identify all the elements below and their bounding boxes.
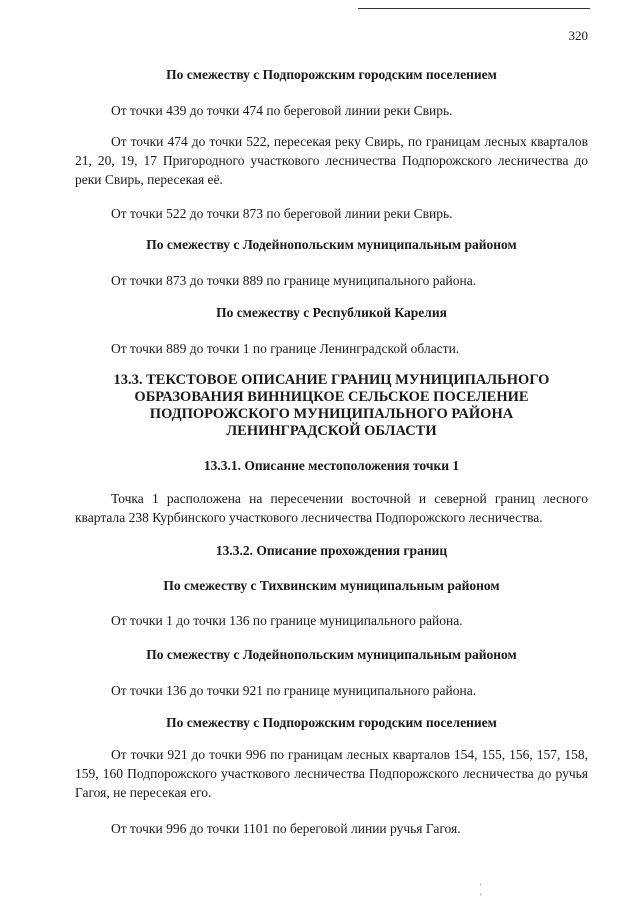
top-rule (358, 8, 590, 9)
section-heading: По смежеству с Лодейнопольским муниципальным районом (146, 237, 517, 252)
subsection-heading: 13.3.1. Описание местоположения точки 1 (203, 458, 460, 473)
scan-marks: ' ' (480, 882, 542, 902)
paragraph: Точка 1 расположена на пересечении восточной и северной границ лесного квартала 238 Курбинского участкового лесничества Подпорожского лесничества. (75, 491, 588, 525)
chapter-heading (75, 372, 588, 440)
section-heading: По смежеству с Республикой Карелия (216, 305, 447, 320)
paragraph: От точки 136 до точки 921 по границе муниципального района. (111, 683, 477, 698)
paragraph: От точки 439 до точки 474 по береговой линии реки Свирь. (111, 103, 453, 118)
section-heading: По смежеству с Лодейнопольским муниципальным районом (146, 647, 517, 662)
paragraph: От точки 522 до точки 873 по береговой линии реки Свирь. (111, 206, 453, 221)
chapter-heading-line: ОБРАЗОВАНИЯ ВИННИЦКОЕ СЕЛЬСКОЕ ПОСЕЛЕНИЕ (134, 389, 529, 405)
paragraph: От точки 889 до точки 1 по границе Ленинградской области. (111, 341, 460, 356)
section-heading: По смежеству с Подпорожским городским поселением (166, 67, 497, 82)
chapter-heading-line: ПОДПОРОЖСКОГО МУНИЦИПАЛЬНОГО РАЙОНА (149, 406, 514, 422)
section-heading: По смежеству с Тихвинским муниципальным районом (163, 578, 500, 593)
paragraph: От точки 996 до точки 1101 по береговой линии ручья Гагоя. (111, 821, 461, 836)
paragraph: От точки 474 до точки 522, пересекая реку Свирь, по границам лесных кварталов 21, 20, 19, 17 Пригородного участкового лесничества Подпорожского лесничества до реки Свирь, пересекая её. (75, 134, 588, 187)
subsection-heading: 13.3.2. Описание прохождения границ (215, 543, 448, 558)
paragraph: От точки 1 до точки 136 по границе муниципального района. (111, 613, 463, 628)
chapter-heading-line: 13.3. ТЕКСТОВОЕ ОПИСАНИЕ ГРАНИЦ МУНИЦИПАЛЬНОГО (113, 372, 550, 388)
paragraph: От точки 921 до точки 996 по границам лесных кварталов 154, 155, 156, 157, 158, 159, 160 Подпорожского участкового лесничества Подпорожского лесничества до ручья Гагоя, не пересекая его. (75, 747, 588, 800)
chapter-heading-line: ЛЕНИНГРАДСКОЙ ОБЛАСТИ (226, 423, 437, 439)
page-number: 320 (568, 28, 588, 43)
paragraph: От точки 873 до точки 889 по границе муниципального района. (111, 273, 477, 288)
section-heading: По смежеству с Подпорожским городским поселением (166, 715, 497, 730)
